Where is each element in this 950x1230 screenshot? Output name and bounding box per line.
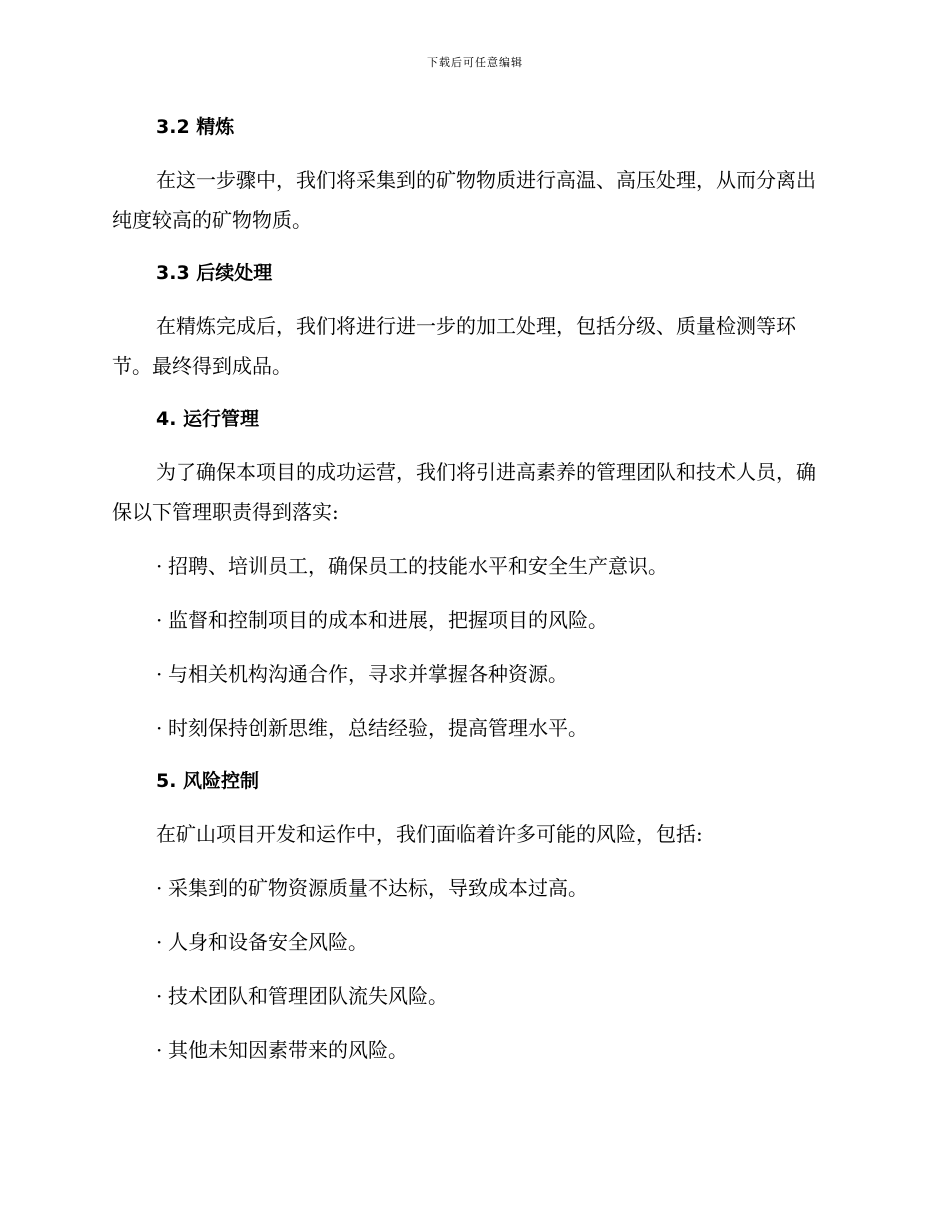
list-item (112, 600, 832, 640)
list-item (112, 922, 832, 962)
bullet-symbol: · (156, 554, 163, 578)
section-paragraph-3-3: 在精炼完成后，我们将进行进一步的加工处理，包括分级、质量检测等环节。最终得到成品。 (112, 314, 796, 378)
section-heading-3-2: 3.2 精炼 (156, 116, 235, 138)
list-item-text: 其他未知因素带来的风险。 (168, 1038, 408, 1062)
page-header: 下载后可任意编辑 (427, 56, 523, 69)
list-item-text: 时刻保持创新思维，总结经验，提高管理水平。 (168, 716, 588, 740)
bullet-symbol: · (156, 662, 163, 686)
list-item-text: 采集到的矿物资源质量不达标，导致成本过高。 (168, 876, 588, 900)
section-paragraph-4: 为了确保本项目的成功运营，我们将引进高素养的管理团队和技术人员，确保以下管理职责得到落实: (112, 460, 816, 524)
list-item-text: 技术团队和管理团队流失风险。 (168, 984, 448, 1008)
list-item (112, 546, 832, 586)
bullet-symbol: · (156, 1038, 163, 1062)
bullet-symbol: · (156, 876, 163, 900)
section-paragraph-5: 在矿山项目开发和运作中，我们面临着许多可能的风险，包括: (156, 822, 703, 846)
list-item (112, 868, 832, 908)
list-item-text: 与相关机构沟通合作，寻求并掌握各种资源。 (168, 662, 568, 686)
list-item (112, 976, 832, 1016)
list-item-text: 招聘、培训员工，确保员工的技能水平和安全生产意识。 (168, 554, 668, 578)
list-item-text: 人身和设备安全风险。 (168, 930, 368, 954)
bullet-symbol: · (156, 930, 163, 954)
bullet-symbol: · (156, 984, 163, 1008)
document-body (112, 108, 832, 1084)
section-heading-4: 4. 运行管理 (156, 408, 260, 430)
list-item-text: 监督和控制项目的成本和进展，把握项目的风险。 (168, 608, 608, 632)
section-heading-3-3: 3.3 后续处理 (156, 262, 273, 284)
bullet-symbol: · (156, 716, 163, 740)
section-heading-5: 5. 风险控制 (156, 770, 260, 792)
bullet-symbol: · (156, 608, 163, 632)
list-item (112, 654, 832, 694)
section-paragraph-3-2: 在这一步骤中，我们将采集到的矿物物质进行高温、高压处理，从而分离出纯度较高的矿物物质。 (112, 168, 816, 232)
list-item (112, 708, 832, 748)
list-item (112, 1030, 832, 1070)
